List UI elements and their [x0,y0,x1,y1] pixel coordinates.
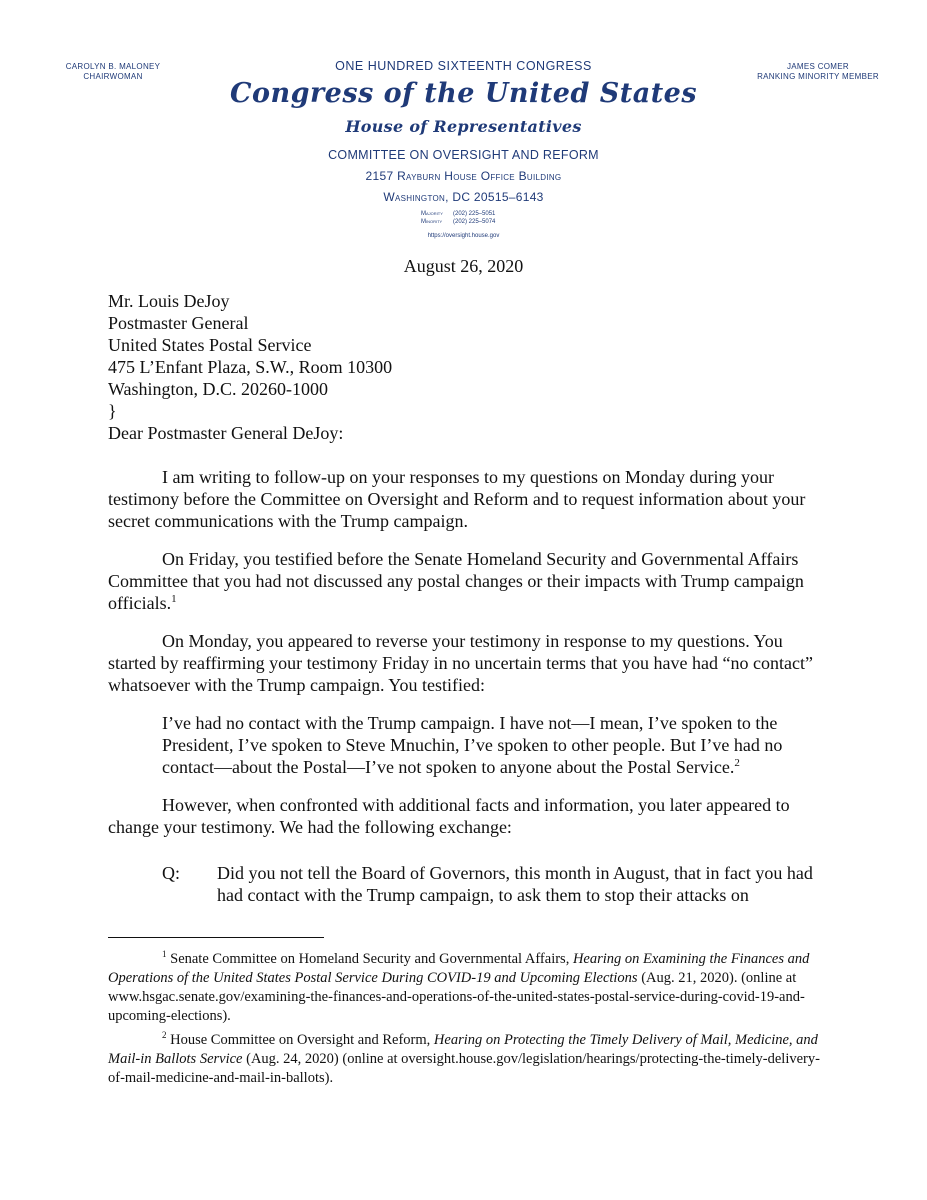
office-address: 2157 Rayburn House Office Building [365,169,562,183]
footnote-1 [108,950,830,1026]
recipient-title: Postmaster General [108,313,249,333]
paragraph-1: I am writing to follow-up on your responses to my questions on Monday during your testimony before the Committee on Oversight and Reform and to request information about your secret communications with the Trump campaign. [108,467,806,531]
footnote-2-citation: (Aug. 24, 2020) (online at oversight.house.gov/legislation/hearings/protecting-the-timely-delivery-of-mail-medicine-and-mail-in-ballots). [108,1051,820,1086]
footnote-1-citation: (Aug. 21, 2020). (online at www.hsgac.senate.gov/examining-the-finances-and-operations-of-the-united-states-postal-service-during-covid-19-and-upcoming-elections). [108,970,805,1024]
footnote-1-title: Hearing on Examining the Finances and Operations of the United States Postal Service During COVID-19 and Upcoming Elections [108,951,810,986]
question-label: Q: [162,863,180,883]
footnote-2-title: Hearing on Protecting the Timely Delivery of Mail, Medicine, and Mail-in Ballots Service [108,1032,818,1067]
footnote-2-source: House Committee on Oversight and Reform, [170,1032,434,1048]
committee-name: COMMITTEE ON OVERSIGHT AND REFORM [328,148,599,162]
ranking-member-name: JAMES COMER [787,62,849,71]
minority-phone: (202) 225–5074 [453,219,496,225]
chamber-name: House of Representatives [345,117,582,136]
minority-label: Minority [421,219,443,225]
salutation: Dear Postmaster General DeJoy: [108,423,344,443]
footnote-ref-2: 2 [734,757,740,769]
recipient-organization: United States Postal Service [108,335,312,355]
recipient-city: Washington, D.C. 20260-1000 [108,379,329,399]
footnote-ref-1: 1 [171,593,177,605]
question-text: Did you not tell the Board of Governors, this month in August, that in fact you had had contact with the Trump campaign, to ask them to stop their attacks on [217,863,813,905]
footnote-divider [108,937,324,938]
recipient-address: Mr. Louis DeJoy Postmaster General United States Postal Service 475 L’Enfant Plaza, S.W., Room 10300 Washington, D.C. 20260-1000 } [108,290,828,422]
phone-numbers [421,210,495,226]
paragraph-2 [108,548,828,614]
exchange-question [162,862,842,906]
congress-title: Congress of the United States [229,78,698,109]
letter-date: August 26, 2020 [403,256,524,276]
paragraph-4: However, when confronted with additional facts and information, you later appeared to change your testimony. We had the following exchange: [108,795,790,837]
recipient-street: 475 L’Enfant Plaza, S.W., Room 10300 [108,357,393,377]
footnote-1-number: 1 [162,949,167,960]
ranking-member-title: RANKING MINORITY MEMBER [757,72,879,81]
chair-title: CHAIRWOMAN [83,72,143,81]
footnote-2-number: 2 [162,1030,167,1041]
footnote-2 [108,1031,830,1088]
paragraph-3: On Monday, you appeared to reverse your testimony in response to my questions. You started by reaffirming your testimony Friday in no uncertain terms that you have had “no contact” whatsoever with the Trump campaign. You testified: [108,631,813,695]
majority-label: Majority [421,211,443,217]
recipient-name: Mr. Louis DeJoy [108,291,230,311]
footnote-1-source: Senate Committee on Homeland Security and Governmental Affairs, [170,951,573,967]
office-city: Washington, DC 20515–6143 [383,190,544,204]
majority-phone: (202) 225–5051 [453,211,496,217]
congress-number: ONE HUNDRED SIXTEENTH CONGRESS [335,59,592,73]
chair-name: CAROLYN B. MALONEY [65,62,161,71]
website: https://oversight.house.gov [427,233,500,239]
quote-text: I’ve had no contact with the Trump campaign. I have not—I mean, I’ve spoken to the President, I’ve spoken to Steve Mnuchin, I’ve spoken to other people. But I’ve had no contact—about the Postal—I’ve not spoken to anyone about the Postal Service. [162,713,783,777]
testimony-quote [162,712,822,778]
paragraph-2-text: On Friday, you testified before the Senate Homeland Security and Governmental Affairs Committee that you had not discussed any postal changes or their impacts with Trump campaign officials. [108,549,804,613]
